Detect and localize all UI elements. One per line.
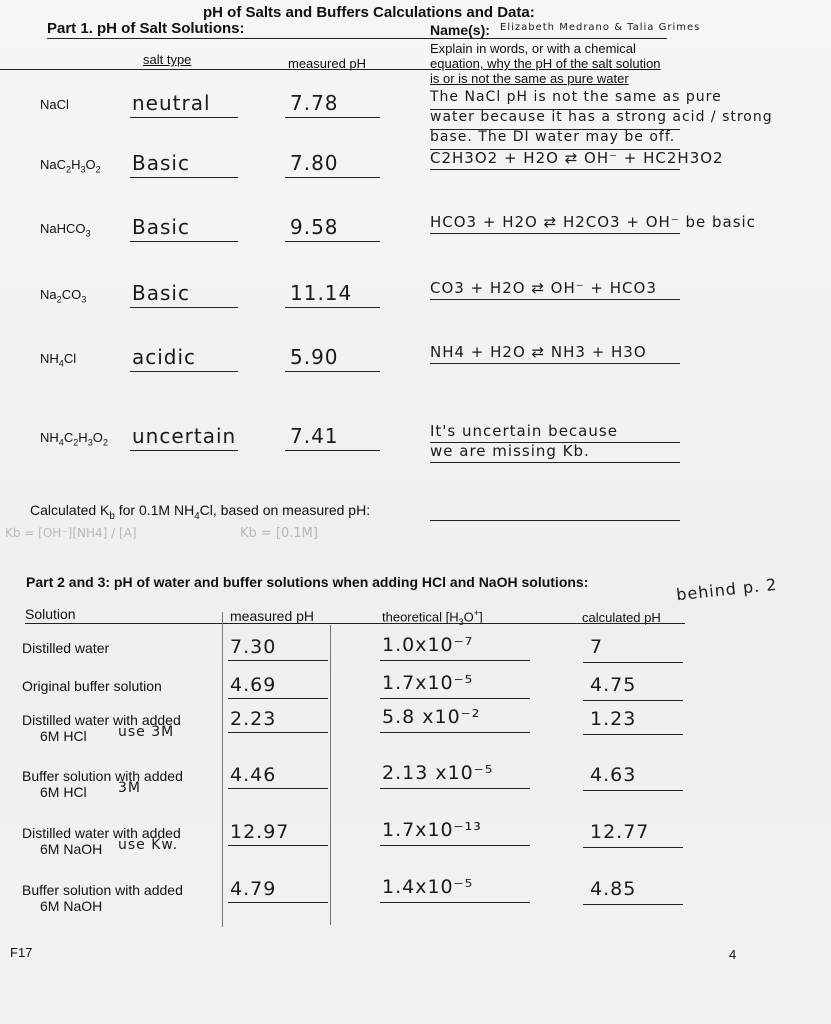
explanation-line: base. The DI water may be off. <box>430 129 676 145</box>
measured-ph-value: 7.30 <box>230 636 277 658</box>
handwritten-note: use Kw. <box>118 837 179 853</box>
col-solution: Solution <box>25 606 76 622</box>
solution-label: 6M HCl <box>40 728 87 744</box>
explanation-line: water because it has a strong acid / strong <box>430 109 773 125</box>
kb-work-2: Kb = [0.1M] <box>240 526 318 541</box>
explanation-line: HCO3 + H2O ⇄ H2CO3 + OH⁻ be basic <box>430 213 756 231</box>
solution-label: Distilled water with added <box>22 712 181 728</box>
kb-work-1: Kb = [OH⁻][NH4] / [A] <box>5 526 137 540</box>
theoretical-h3o-value: 1.4x10⁻⁵ <box>382 876 474 898</box>
part1-heading: Part 1. pH of Salt Solutions: <box>47 20 245 37</box>
measured-ph-value: 12.97 <box>230 821 290 843</box>
measured-ph-value: 7.78 <box>290 91 339 115</box>
salt-formula: $NH_4C_2H_3O_2$ <box>40 430 108 448</box>
measured-ph-value: 7.41 <box>290 424 339 448</box>
calculated-ph-value: 7 <box>590 636 604 658</box>
measured-ph-value: 5.90 <box>290 345 339 369</box>
salt-type-value: neutral <box>132 91 211 115</box>
solution-label: 6M NaOH <box>40 841 103 857</box>
footer-code: F17 <box>10 945 33 960</box>
calculated-ph-value: 1.23 <box>590 708 637 730</box>
theoretical-h3o-value: 1.7x10⁻⁵ <box>382 672 474 694</box>
solution-label: Distilled water <box>22 640 110 656</box>
measured-ph-value: 4.69 <box>230 674 277 696</box>
explanation-line: It's uncertain because <box>430 422 618 440</box>
part2-heading: Part 2 and 3: pH of water and buffer solutions when adding HCl and NaOH solutions: <box>26 574 589 590</box>
measured-ph-value: 2.23 <box>230 708 277 730</box>
handwritten-note: use 3M <box>118 724 175 740</box>
explanation-line: CO3 + H2O ⇄ OH⁻ + HCO3 <box>430 279 657 297</box>
col-measured-ph: measured pH <box>288 56 367 71</box>
calculated-ph-value: 4.85 <box>590 878 637 900</box>
measured-ph-value: 7.80 <box>290 151 339 175</box>
salt-type-value: acidic <box>132 345 197 369</box>
salt-type-value: Basic <box>132 151 190 175</box>
salt-formula: NaCl <box>40 97 69 112</box>
solution-label: 6M HCl <box>40 784 87 800</box>
theoretical-h3o-value: 5.8 x10⁻² <box>382 706 481 728</box>
col-theoretical: theoretical $[H_3O^+]$ <box>382 608 483 627</box>
salt-type-value: uncertain <box>132 424 237 448</box>
solution-label: Buffer solution with added <box>22 768 183 784</box>
measured-ph-value: 9.58 <box>290 215 339 239</box>
explain-prompt: Explain in words, or with a chemical equation, why the pH of the salt solution is or is not the same as pure water <box>430 41 661 86</box>
explanation-line: we are missing Kb. <box>430 442 590 460</box>
salt-type-value: Basic <box>132 215 190 239</box>
explanation-line: The NaCl pH is not the same as pure <box>430 89 722 105</box>
explanation-line: C2H3O2 + H2O ⇄ OH⁻ + HC2H3O2 <box>430 149 724 167</box>
solution-label: Original buffer solution <box>22 678 162 694</box>
page-title: pH of Salts and Buffers Calculations and Data: <box>203 4 535 21</box>
salt-formula: $NaC_2H_3O_2$ <box>40 157 101 175</box>
col-salt-type: salt type <box>143 52 192 67</box>
explanation-line: NH4 + H2O ⇄ NH3 + H3O <box>430 343 647 361</box>
measured-ph-value: 4.46 <box>230 764 277 786</box>
salt-formula: NaHCO$_3$ <box>40 221 91 239</box>
theoretical-h3o-value: 1.0x10⁻⁷ <box>382 634 474 656</box>
margin-note: behind p. 2 <box>675 574 779 605</box>
theoretical-h3o-value: 2.13 x10⁻⁵ <box>382 762 494 784</box>
col-calculated: calculated pH <box>582 610 661 625</box>
solution-label: 6M NaOH <box>40 898 103 914</box>
salt-type-value: Basic <box>132 281 190 305</box>
calculated-ph-value: 12.77 <box>590 821 650 843</box>
theoretical-h3o-value: 1.7x10⁻¹³ <box>382 819 482 841</box>
solution-label: Buffer solution with added <box>22 882 183 898</box>
solution-label: Distilled water with added <box>22 825 181 841</box>
kb-prompt: Calculated $K_b$ for 0.1M $NH_4Cl$, based on measured pH: <box>30 502 371 522</box>
col-measured: measured pH <box>230 608 315 624</box>
page-number: 4 <box>729 947 737 962</box>
measured-ph-value: 4.79 <box>230 878 277 900</box>
salt-formula: $Na_2CO_3$ <box>40 287 87 305</box>
salt-formula: $NH_4Cl$ <box>40 351 77 369</box>
measured-ph-value: 11.14 <box>290 281 353 305</box>
names-label: Name(s): <box>430 22 490 38</box>
handwritten-note: 3M <box>118 780 141 796</box>
calculated-ph-value: 4.75 <box>590 674 637 696</box>
calculated-ph-value: 4.63 <box>590 764 637 786</box>
names-value: Elizabeth Medrano & Talia Grimes <box>500 22 701 33</box>
